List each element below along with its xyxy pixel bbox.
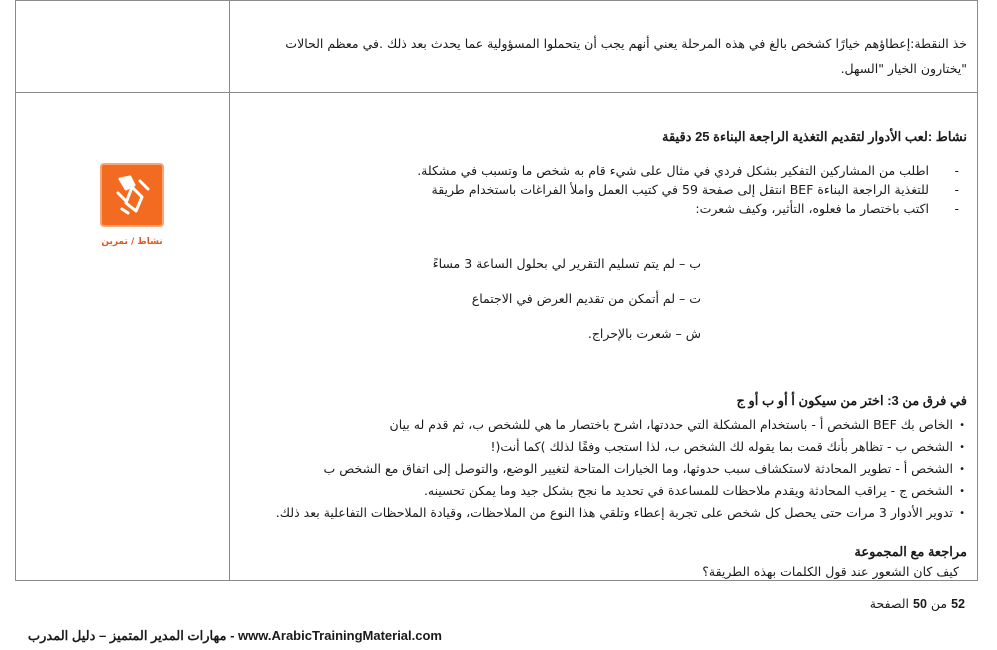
- group-item-4: الشخص ج - يراقب المحادثة ويقدم ملاحظات للمساعدة في تحديد ما نجح بشكل جيد وما يمكن تحسينه.: [423, 483, 953, 498]
- group-item-1: الخاص بك BEF الشخص أ - باستخدام المشكلة التي حددتها، اشرح باختصار ما هي للشخص ب، ثم قدم له بيان: [389, 417, 953, 432]
- example-3: ش – شعرت بالإحراج.: [587, 326, 701, 341]
- group-item-2: الشخص ب - تظاهر بأنك قمت بما يقوله لك الشخص ب، لذا استجب وفقًا لذلك )كما أنت(!: [490, 439, 953, 454]
- bullet-5: •: [959, 508, 965, 519]
- activity-icon-label: نشاط / تمرين: [101, 237, 163, 247]
- column-divider: [229, 1, 230, 580]
- dash-2: -: [954, 182, 959, 197]
- bullet-4: •: [959, 486, 965, 497]
- footer-site: www.ArabicTrainingMaterial.com - مهارات المدير المتميز – دليل المدرب: [27, 628, 442, 643]
- page-of: من: [930, 596, 948, 611]
- review-title: مراجعة مع المجموعة: [854, 544, 967, 559]
- activity-step-2: للتغذية الراجعة البناءة BEF انتقل إلى صفحة 59 في كتيب العمل واملأ الفراغات باستخدام طريقة: [431, 182, 929, 197]
- top-paragraph-line-1: خذ النقطة:إعطاؤهم خيارًا كشخص بالغ في هذه المرحلة يعني أنهم يجب أن يتحملوا المسؤولية عما يحدث بعد ذلك .في معظم الحالات: [285, 36, 967, 51]
- top-paragraph-line-2: "يختارون الخيار "السهل.: [840, 61, 967, 76]
- group-item-3: الشخص أ - تطوير المحادثة لاستكشاف سبب حدوثها، وما الخيارات المتاحة لتغيير الوضع، والتوصل إلى اتفاق مع الشخص ب: [323, 461, 953, 476]
- activity-icon: [100, 163, 164, 227]
- activity-title: نشاط :لعب الأدوار لتقديم التغذية الراجعة البناءة 25 دقيقة: [661, 129, 967, 144]
- example-2: ت – لم أتمكن من تقديم العرض في الاجتماع: [471, 291, 701, 306]
- page-word: الصفحة: [869, 596, 910, 611]
- bullet-3: •: [959, 464, 965, 475]
- content-table: [15, 0, 978, 581]
- example-1: ب – لم يتم تسليم التقرير لي بحلول الساعة 3 مساءً: [432, 256, 701, 271]
- page-current: 52: [951, 597, 965, 611]
- activity-step-3: اكتب باختصار ما فعلوه، التأثير، وكيف شعرت:: [695, 201, 929, 216]
- page-number: [870, 596, 965, 611]
- page-total: 50: [913, 597, 927, 611]
- bullet-2: •: [959, 442, 965, 453]
- activity-step-1: اطلب من المشاركين التفكير بشكل فردي في مثال على شيء قام به شخص ما وتسبب في مشكلة.: [417, 163, 929, 178]
- group-item-5: تدوير الأدوار 3 مرات حتى يحصل كل شخص على تجربة إعطاء وتلقي هذا النوع من الملاحظات، وقيادة الملاحظات التفاعلية بعد ذلك.: [275, 505, 953, 520]
- bullet-1: •: [959, 420, 965, 431]
- review-question: كيف كان الشعور عند قول الكلمات بهذه الطريقة؟: [702, 564, 959, 579]
- dash-3: -: [954, 201, 959, 216]
- dash-1: -: [954, 163, 959, 178]
- row-divider: [16, 92, 977, 93]
- groups-title: في فرق من 3: اختر من سيكون أ أو ب أو ج: [736, 393, 967, 408]
